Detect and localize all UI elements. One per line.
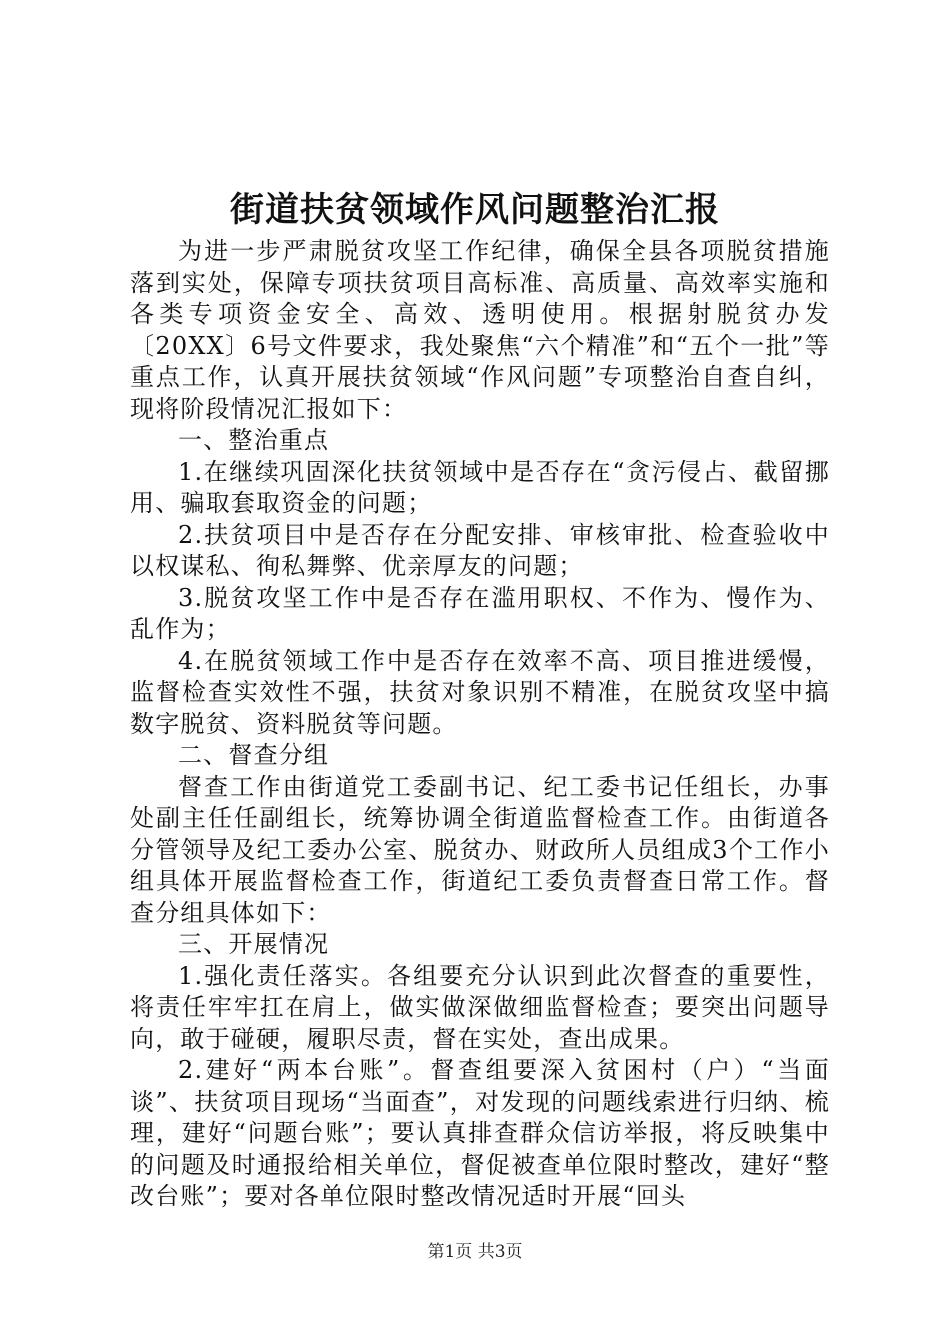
body-paragraph: 督查工作由街道党工委副书记、纪工委书记任组长，办事处副主任任副组长，统筹协调全街道监督检查工作。由街道各分管领导及纪工委办公室、脱贫办、财政所人员组成3个工作小组具体开展监督检查工作，街道纪工委负责督查日常工作。督查分组具体如下： bbox=[130, 772, 830, 927]
section-heading: 二、督查分组 bbox=[178, 741, 330, 769]
body-paragraph: 1.在继续巩固深化扶贫领域中是否存在“贪污侵占、截留挪用、骗取套取资金的问题； bbox=[130, 457, 830, 517]
page-footer: 第1页 共3页 bbox=[427, 1242, 523, 1262]
body-paragraph: 为进一步严肃脱贫攻坚工作纪律，确保全县各项脱贫措施落到实处，保障专项扶贫项目高标准、高质量、高效率实施和各类专项资金安全、高效、透明使用。根据射脱贫办发〔20XX〕6号文件要求，我处聚焦“六个精准”和“五个一批”等重点工作，认真开展扶贫领域“作风问题”专项整治自查自纠，现将阶段情况汇报如下： bbox=[130, 237, 830, 423]
body-paragraph: 1.强化责任落实。各组要充分认识到此次督查的重要性，将责任牢牢扛在肩上，做实做深做细监督检查；要突出问题导向，敢于碰硬，履职尽责，督在实处，查出成果。 bbox=[130, 961, 830, 1053]
document-body bbox=[130, 236, 830, 1213]
body-paragraph: 3.脱贫攻坚工作中是否存在滥用职权、不作为、慢作为、乱作为； bbox=[130, 583, 830, 643]
body-paragraph: 2.扶贫项目中是否存在分配安排、审核审批、检查验收中以权谋私、徇私舞弊、优亲厚友的问题； bbox=[130, 520, 830, 580]
document-title: 街道扶贫领域作风问题整治汇报 bbox=[230, 190, 720, 230]
section-heading: 三、开展情况 bbox=[178, 930, 330, 958]
body-paragraph: 4.在脱贫领域工作中是否存在效率不高、项目推进缓慢，监督检查实效性不强，扶贫对象识别不精准，在脱贫攻坚中搞数字脱贫、资料脱贫等问题。 bbox=[130, 646, 830, 738]
body-paragraph: 2.建好“两本台账”。督查组要深入贫困村（户）“当面谈”、扶贫项目现场“当面查”，对发现的问题线索进行归纳、梳理，建好“问题台账”；要认真排查群众信访举报，将反映集中的问题及时通报给相关单位，督促被查单位限时整改，建好“整改台账”；要对各单位限时整改情况适时开展“回头 bbox=[130, 1056, 830, 1210]
section-heading: 一、整治重点 bbox=[178, 426, 330, 454]
